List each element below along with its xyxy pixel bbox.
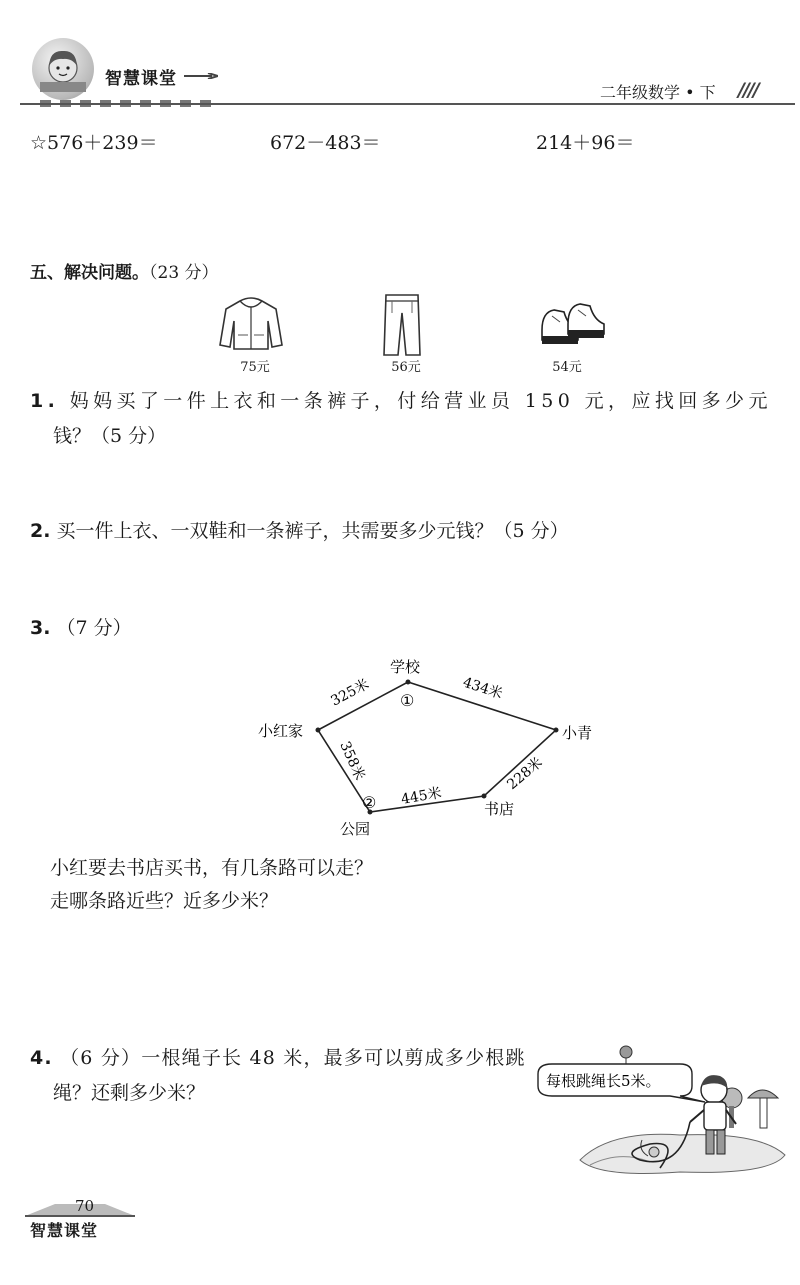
question-4 (30, 1042, 540, 1075)
question-2-number: 2. (30, 520, 51, 542)
calc-3: 214＋96＝ (536, 132, 635, 154)
brand-arrow-icon (184, 73, 218, 79)
dist-school-qing: 434米 (460, 674, 505, 703)
calc-1: ☆576＋239＝ (30, 132, 158, 154)
question-4-number: 4. (30, 1047, 53, 1069)
question-1-line2: 钱？（5 分） (53, 425, 167, 447)
page-number: 70 (75, 1197, 95, 1215)
label-park: 公园 (340, 820, 371, 838)
speech-text: 每根跳绳长5米。 (546, 1072, 661, 1090)
question-3-number: 3. (30, 617, 51, 639)
question-3-line2: 走哪条路近些？近多少米？ (50, 890, 279, 912)
header-dashes (40, 92, 220, 111)
pants-price: 56元 (391, 360, 421, 375)
section-title-text: 五、解决问题。 (30, 263, 149, 283)
calc-2: 672－483＝ (270, 132, 381, 154)
question-1-number: 1. (30, 390, 60, 412)
question-3-line1: 小红要去书店买书，有几条路可以走？ (50, 857, 374, 879)
question-2-text: 买一件上衣、一双鞋和一条裤子，共需要多少元钱？（5 分） (56, 520, 569, 542)
section-title (30, 258, 219, 283)
grade-label: 二年级数学 • 下 (600, 83, 716, 102)
header-slashes: //// (738, 79, 758, 101)
label-bookstore: 书店 (484, 800, 515, 818)
question-4-line2: 绳？还剩多少米？ (53, 1082, 206, 1104)
label-xiaoqing: 小青 (562, 724, 593, 742)
dist-park-store: 445米 (399, 785, 443, 808)
section-points: （23 分） (149, 263, 219, 283)
header-divider (20, 103, 795, 105)
dist-store-qing: 228米 (504, 754, 546, 794)
boy-jump-rope-illustration (530, 1040, 795, 1180)
label-home: 小红家 (258, 722, 304, 740)
question-3 (30, 612, 132, 645)
route-1-marker: ① (400, 691, 415, 710)
dist-home-park: 358米 (336, 739, 368, 783)
shoes-price: 54元 (552, 360, 582, 375)
footer-brand: 智慧课堂 (30, 1221, 99, 1240)
speech-bubble (538, 1064, 705, 1102)
mascot-logo-icon (32, 38, 94, 100)
question-1-line1: 妈妈买了一件上衣和一条裤子，付给营业员 150 元，应找回多少元 (69, 390, 772, 412)
pants-icon (382, 293, 422, 357)
question-3-points: （7 分） (56, 617, 132, 639)
question-2 (30, 515, 569, 548)
shoes-icon (538, 300, 608, 354)
dist-home-school: 325米 (328, 676, 372, 710)
route-map (250, 648, 600, 848)
brand-title: 智慧课堂 (105, 69, 177, 89)
jacket-price: 75元 (240, 360, 270, 375)
mushroom-icon (748, 1090, 778, 1128)
question-4-line1: （6 分）一根绳子长 48 米，最多可以剪成多少根跳 (60, 1047, 526, 1069)
label-school: 学校 (390, 658, 421, 676)
question-1 (30, 385, 800, 418)
jacket-icon (218, 295, 284, 353)
route-2-marker: ② (362, 793, 377, 812)
